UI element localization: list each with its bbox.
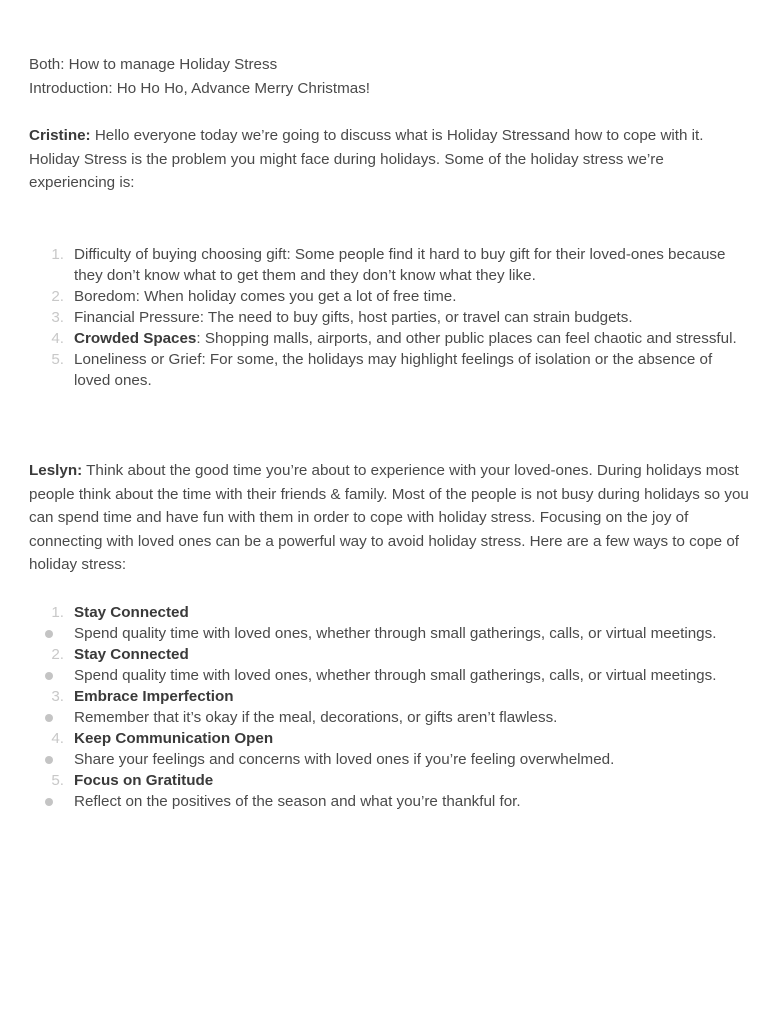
- stress-list-item: [29, 328, 749, 349]
- list-number: 1.: [51, 604, 64, 621]
- bullet-icon: [45, 798, 53, 806]
- cristine-text: Hello everyone today we’re going to discuss what is Holiday Stressand how to cope with it. Holiday Stress is the problem you might face during holidays. Some of the holiday stress we’re experiencing is:: [29, 127, 704, 191]
- coping-detail: Spend quality time with loved ones, whether through small gatherings, calls, or virtual meetings.: [74, 667, 717, 684]
- stress-list-item: [29, 244, 749, 286]
- coping-detail: Remember that it’s okay if the meal, decorations, or gifts aren’t flawless.: [74, 709, 558, 726]
- coping-title: Stay Connected: [74, 646, 189, 663]
- bullet-icon: [45, 756, 53, 764]
- coping-detail: Share your feelings and concerns with loved ones if you’re feeling overwhelmed.: [74, 751, 615, 768]
- list-number: 5.: [51, 772, 64, 789]
- coping-title: Keep Communication Open: [74, 730, 274, 747]
- stress-item-text: Difficulty of buying choosing gift: Some people find it hard to buy gift for their loved-ones because they don’t know what to get them and they don’t know what they like.: [74, 246, 726, 284]
- coping-list: [29, 602, 749, 812]
- holiday-stress-list: [29, 244, 749, 391]
- coping-title-item: [29, 728, 749, 749]
- coping-title-item: [29, 644, 749, 665]
- list-number: 3.: [51, 688, 64, 705]
- list-number: 4.: [51, 730, 64, 747]
- stress-list-item: [29, 307, 749, 328]
- stress-item-text: Financial Pressure: The need to buy gifts, host parties, or travel can strain budgets.: [74, 309, 633, 326]
- coping-detail: Spend quality time with loved ones, whether through small gatherings, calls, or virtual meetings.: [74, 625, 717, 642]
- bullet-icon: [45, 672, 53, 680]
- leslyn-paragraph: [29, 459, 749, 577]
- introduction-line: Introduction: Ho Ho Ho, Advance Merry Christmas!: [29, 79, 371, 97]
- coping-title-item: [29, 602, 749, 623]
- coping-detail-item: [29, 623, 749, 644]
- header-block: [29, 53, 749, 100]
- stress-list-item: [29, 349, 749, 391]
- bullet-icon: [45, 630, 53, 638]
- cristine-paragraph: [29, 124, 749, 195]
- coping-title: Embrace Imperfection: [74, 688, 234, 705]
- leslyn-text: Think about the good time you’re about to experience with your loved-ones. During holidays most people think about the time with their friends & family. Most of the people is not busy during holidays so you can spend time and have fun with them in order to cope with holiday stress. Focusing on the joy of connecting with loved ones can be a powerful way to avoid holiday stress. Here are a few ways to cope of holiday stress:: [29, 462, 749, 573]
- coping-title: Stay Connected: [74, 604, 189, 621]
- list-number: 5.: [51, 351, 64, 368]
- coping-detail-item: [29, 665, 749, 686]
- coping-detail: Reflect on the positives of the season and what you’re thankful for.: [74, 793, 521, 810]
- coping-title-item: [29, 770, 749, 791]
- coping-detail-item: [29, 749, 749, 770]
- stress-item-text: : Shopping malls, airports, and other public places can feel chaotic and stressful.: [196, 330, 737, 347]
- stress-item-bold-label: Crowded Spaces: [74, 330, 197, 347]
- coping-detail-item: [29, 707, 749, 728]
- coping-title-item: [29, 686, 749, 707]
- coping-title: Focus on Gratitude: [74, 772, 214, 789]
- bullet-icon: [45, 714, 53, 722]
- stress-item-text: Loneliness or Grief: For some, the holidays may highlight feelings of isolation or the absence of loved ones.: [74, 351, 713, 389]
- list-number: 2.: [51, 288, 64, 305]
- speaker-name-cristine: Cristine:: [29, 127, 91, 144]
- list-number: 3.: [51, 309, 64, 326]
- list-number: 4.: [51, 330, 64, 347]
- list-number: 2.: [51, 646, 64, 663]
- list-number: 1.: [51, 246, 64, 263]
- speaker-name-leslyn: Leslyn:: [29, 462, 83, 479]
- coping-detail-item: [29, 791, 749, 812]
- stress-item-text: Boredom: When holiday comes you get a lot of free time.: [74, 288, 457, 305]
- stress-list-item: [29, 286, 749, 307]
- document-title-line: Both: How to manage Holiday Stress: [29, 56, 278, 73]
